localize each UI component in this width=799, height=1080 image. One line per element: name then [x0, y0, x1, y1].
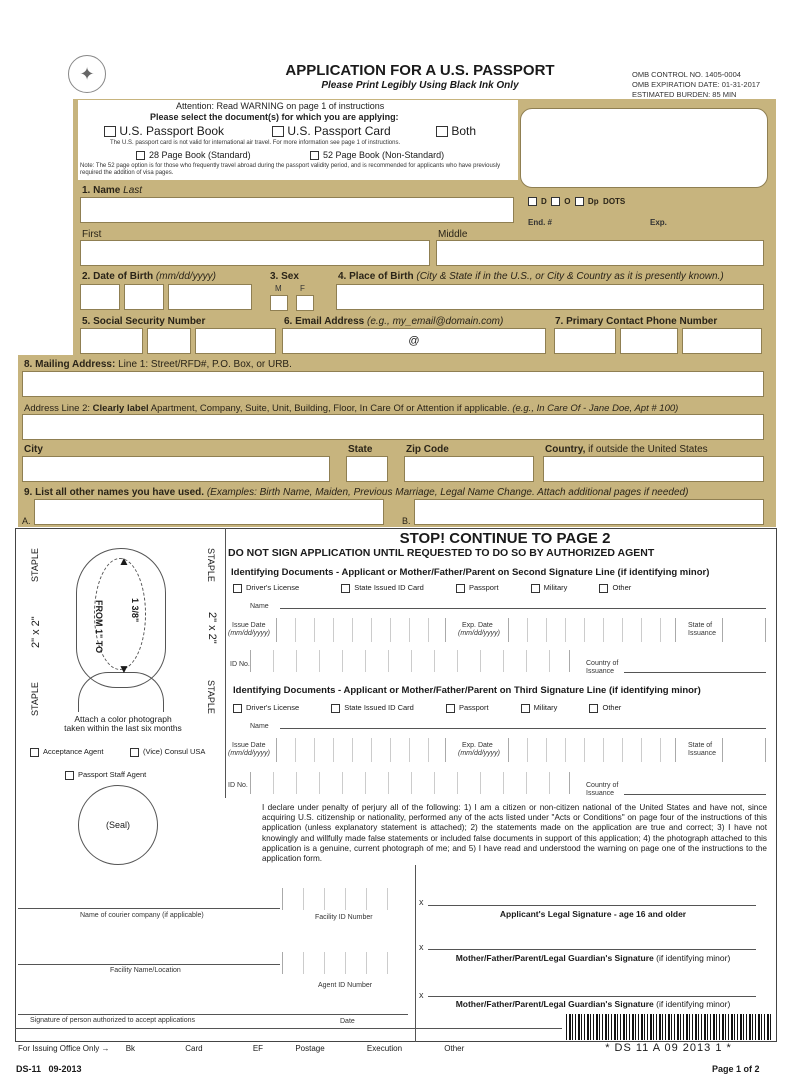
- first-label: First: [82, 229, 102, 240]
- id2-name-label: Name: [250, 723, 269, 730]
- name-label: 1. Name Last: [82, 185, 143, 196]
- id1-country-issuance: Country of: [586, 660, 619, 667]
- sig1-x: x: [419, 897, 424, 907]
- issuing-office-label: For Issuing Office Only: [18, 1044, 100, 1053]
- address-line2-input[interactable]: [22, 414, 764, 440]
- both-option[interactable]: Both: [436, 124, 476, 138]
- passport-book-option[interactable]: U.S. Passport Book: [104, 124, 224, 138]
- id2-state-issuance-2: Issuance: [688, 750, 717, 757]
- staple-bottom-right: STAPLE: [206, 680, 216, 714]
- id2-country-issuance-2: Issuance: [586, 790, 615, 797]
- id2-exp-fmt: (mm/dd/yyyy): [458, 750, 500, 757]
- id1-exp-label: Exp. Date: [462, 622, 493, 629]
- page-number: Page 1 of 2: [712, 1064, 760, 1074]
- photo-size-max: 1 3/8": [130, 598, 140, 623]
- other-label: Other: [444, 1044, 465, 1053]
- photo-size-range: FROM 1" TO: [94, 600, 104, 654]
- shoulders-outline: [78, 672, 164, 712]
- sex-f-input[interactable]: [296, 295, 314, 311]
- vice-consul-checkbox[interactable]: [130, 748, 139, 757]
- ssn-part1-input[interactable]: [80, 328, 143, 354]
- dob-day-input[interactable]: [124, 284, 164, 310]
- form-title: APPLICATION FOR A U.S. PASSPORT: [285, 62, 555, 79]
- stop-title: STOP! CONTINUE TO PAGE 2: [399, 530, 611, 547]
- id2-other-checkbox[interactable]: [589, 704, 598, 713]
- id1-issue-label: Issue Date: [232, 622, 266, 629]
- perjury-declaration: I declare under penalty of perjury all of the following: 1) I am a citizen or non-citizen national of the United States and have not, since acquiring U.S. citizenship or nationality, performed any of the acts listed under "Acts or Conditions" on page four of the instructions of this application (unless explanatory statement is attached); 2) the statements made on the application are true and correct; 3) I have not knowingly and willfully made false statements or included false documents in support of this application; 4) the photograph attached to this application is a genuine, current photograph of me; and 5) I have read and understood the warning on page one of the instructions to the application form.: [262, 803, 767, 864]
- id2-state-id-checkbox[interactable]: [331, 704, 340, 713]
- id2-issue-label: Issue Date: [232, 742, 266, 749]
- address-line2-label: Address Line 2: Clearly label Apartment, Company, Suite, Unit, Building, Floor, In Care Of or Attention if applicable. (e.g., In Care Of - Jane Doe, Apt # 100): [24, 403, 679, 414]
- book-28-option[interactable]: 28 Page Book (Standard): [136, 150, 251, 160]
- date-line[interactable]: [300, 1014, 408, 1015]
- id1-idno-input[interactable]: [250, 650, 570, 672]
- other-name-b-input[interactable]: [414, 499, 764, 525]
- id2-idno-input[interactable]: [250, 772, 570, 794]
- email-at-symbol: @: [408, 335, 420, 347]
- ssn-part3-input[interactable]: [195, 328, 276, 354]
- authorized-signature-line[interactable]: [18, 1014, 318, 1015]
- email-input[interactable]: [282, 328, 546, 354]
- o-checkbox[interactable]: [551, 197, 560, 206]
- select-documents-text: Please select the document(s) for which you are applying:: [150, 112, 399, 122]
- id2-doc-types: Driver's License State Issued ID Card Passport Military Other: [233, 703, 768, 713]
- id2-idno-label: ID No.: [228, 782, 248, 789]
- country-input[interactable]: [543, 456, 764, 482]
- ef-label: EF: [252, 1044, 264, 1053]
- applicant-signature-line[interactable]: [428, 905, 756, 906]
- issuing-office-row: [18, 1044, 558, 1053]
- form-subtitle: Please Print Legibly Using Black Ink Only: [321, 80, 519, 91]
- vice-consul-option[interactable]: (Vice) Consul USA: [130, 747, 205, 757]
- parent-signature-line-1[interactable]: [428, 949, 756, 950]
- date-label: Date: [340, 1018, 355, 1025]
- phone-line-input[interactable]: [682, 328, 762, 354]
- photo-caption-1: Attach a color photograph: [74, 714, 172, 724]
- zip-input[interactable]: [404, 456, 534, 482]
- passport-card-checkbox[interactable]: [272, 126, 284, 137]
- estimated-burden: ESTIMATED BURDEN: 85 MIN: [632, 90, 737, 99]
- omb-expiration: OMB EXPIRATION DATE: 01-31-2017: [632, 80, 761, 89]
- acceptance-agent-checkbox[interactable]: [30, 748, 39, 757]
- facility-label: Facility Name/Location: [110, 967, 181, 974]
- state-department-seal-icon: ✦: [68, 55, 106, 93]
- photo-caption-2: taken within the last six months: [64, 723, 182, 733]
- id2-issue-fmt: (mm/dd/yyyy): [228, 750, 270, 757]
- photo-area: [28, 540, 218, 740]
- size-arrow-down-icon: ▼: [118, 662, 130, 676]
- id2-exp-date-input[interactable]: [508, 738, 676, 762]
- form-number: DS-11 09-2013: [16, 1064, 82, 1074]
- parent-signature-line-2[interactable]: [428, 996, 756, 997]
- photo-size-left: 2" x 2": [30, 616, 42, 648]
- size-arrow-icon: ▲: [118, 554, 130, 568]
- id1-state-input[interactable]: [722, 618, 766, 642]
- courier-line[interactable]: [18, 908, 280, 909]
- passport-book-checkbox[interactable]: [104, 126, 116, 137]
- photo-size-right: 2" x 2": [206, 612, 218, 644]
- courier-label: Name of courier company (if applicable): [80, 912, 204, 919]
- id2-drivers-license-checkbox[interactable]: [233, 704, 242, 713]
- pob-label: 4. Place of Birth (City & State if in the U.S., or City & Country as it is presently known.): [338, 271, 724, 282]
- bk-label: Bk: [125, 1044, 136, 1053]
- staple-top-left: STAPLE: [30, 548, 40, 582]
- passport-staff-option[interactable]: Passport Staff Agent: [65, 770, 146, 780]
- staple-bottom-left: STAPLE: [30, 682, 40, 716]
- city-label: City: [24, 444, 43, 455]
- issuing-strip-top: [15, 1028, 562, 1029]
- book-note: Note: The 52 page option is for those who frequently travel abroad during the passport validity period, and is recommended for applicants who have previously required the addition of visa pages.: [80, 163, 501, 176]
- card-note: The U.S. passport card is not valid for international air travel. For more information see page 1 of instructions.: [110, 140, 401, 146]
- id1-idno-label: ID No.: [230, 661, 250, 668]
- id1-doc-types: Driver's License State Issued ID Card Passport Military Other: [233, 583, 768, 593]
- other-names-label: 9. List all other names you have used. (Examples: Birth Name, Maiden, Previous Marriage, Legal Name Change. Attach additional pages if needed): [24, 487, 689, 498]
- omb-control: OMB CONTROL NO. 1405-0004: [632, 70, 741, 79]
- id2-name-line[interactable]: [280, 728, 766, 729]
- phone-area-input[interactable]: [554, 328, 616, 354]
- dp-checkbox[interactable]: [575, 197, 584, 206]
- sex-f-label: F: [300, 284, 305, 293]
- barcode: [566, 1014, 771, 1040]
- phone-label: 7. Primary Contact Phone Number: [555, 316, 718, 327]
- book-52-option[interactable]: 52 Page Book (Non-Standard): [310, 150, 444, 160]
- arrow-right-icon: →: [101, 1044, 110, 1053]
- middle-label: Middle: [438, 229, 468, 240]
- both-checkbox[interactable]: [436, 126, 448, 137]
- first-name-input[interactable]: [80, 240, 430, 266]
- book-52-checkbox[interactable]: [310, 151, 319, 160]
- dob-input-group: [80, 284, 258, 310]
- authorized-signature-label: Signature of person authorized to accept applications: [30, 1017, 195, 1024]
- id1-state-issuance-2: Issuance: [688, 630, 717, 637]
- acceptance-agent-option[interactable]: Acceptance Agent: [30, 747, 103, 757]
- facility-line[interactable]: [18, 964, 280, 965]
- facility-id-label: Facility ID Number: [315, 914, 373, 921]
- id1-country-line[interactable]: [624, 672, 766, 673]
- zip-label: Zip Code: [406, 444, 449, 455]
- ssn-label: 5. Social Security Number: [82, 316, 206, 327]
- dob-year-input[interactable]: [168, 284, 252, 310]
- office-codes: D O Dp DOTS: [528, 197, 625, 206]
- photo-divider: [225, 528, 226, 798]
- id1-name-line[interactable]: [280, 608, 766, 609]
- phone-input-group: [554, 328, 766, 354]
- place-of-birth-input[interactable]: [336, 284, 764, 310]
- identifying-docs-1-label: Identifying Documents - Applicant or Mother/Father/Parent on Second Signature Line (if identifying minor): [231, 567, 710, 578]
- id2-passport-checkbox[interactable]: [446, 704, 455, 713]
- state-input[interactable]: [346, 456, 388, 482]
- id1-issue-date-input[interactable]: [276, 618, 446, 642]
- city-input[interactable]: [22, 456, 330, 482]
- do-not-sign-warning: DO NOT SIGN APPLICATION UNTIL REQUESTED TO DO SO BY AUTHORIZED AGENT: [228, 547, 655, 559]
- other-name-b-label: B.: [402, 516, 411, 526]
- id2-issue-date-input[interactable]: [276, 738, 446, 762]
- id1-issue-fmt: (mm/dd/yyyy): [228, 630, 270, 637]
- execution-label: Execution: [366, 1044, 403, 1053]
- middle-name-input[interactable]: [436, 240, 764, 266]
- id2-exp-label: Exp. Date: [462, 742, 493, 749]
- mailing-line1-input[interactable]: [22, 371, 764, 397]
- last-name-input[interactable]: [80, 197, 514, 223]
- sex-m-label: M: [275, 284, 282, 293]
- barcode-text: * DS 11 A 09 2013 1 *: [605, 1042, 732, 1054]
- parent-signature-label-2: Mother/Father/Parent/Legal Guardian's Signature (if identifying minor): [455, 999, 731, 1009]
- other-name-a-input[interactable]: [34, 499, 384, 525]
- end-number-label: End. #: [528, 218, 553, 227]
- parent-signature-label-1: Mother/Father/Parent/Legal Guardian's Signature (if identifying minor): [455, 953, 731, 963]
- state-label: State: [348, 444, 373, 455]
- postage-label: Postage: [295, 1044, 325, 1053]
- id2-country-line[interactable]: [624, 794, 766, 795]
- sig2-x: x: [419, 942, 424, 952]
- id1-country-issuance-2: Issuance: [586, 668, 615, 675]
- passport-staff-checkbox[interactable]: [65, 771, 74, 780]
- ssn-part2-input[interactable]: [147, 328, 191, 354]
- sex-m-input[interactable]: [270, 295, 288, 311]
- card-label: Card: [185, 1044, 203, 1053]
- d-checkbox[interactable]: [528, 197, 537, 206]
- signature-divider: [415, 865, 416, 1042]
- exp-label: Exp.: [650, 218, 667, 227]
- id1-military-checkbox[interactable]: [531, 584, 540, 593]
- id2-state-issuance: State of: [688, 742, 713, 749]
- email-label: 6. Email Address (e.g., my_email@domain.com): [284, 316, 504, 327]
- dob-month-input[interactable]: [80, 284, 120, 310]
- id1-exp-fmt: (mm/dd/yyyy): [458, 630, 500, 637]
- id1-other-checkbox[interactable]: [599, 584, 608, 593]
- attention-text: Attention: Read WARNING on page 1 of instructions: [176, 101, 385, 111]
- passport-card-option[interactable]: U.S. Passport Card: [272, 124, 391, 138]
- id2-military-checkbox[interactable]: [521, 704, 530, 713]
- seal-label: (Seal): [105, 820, 130, 830]
- dob-label: 2. Date of Birth (mm/dd/yyyy): [82, 271, 216, 282]
- id1-passport-checkbox[interactable]: [456, 584, 465, 593]
- ssn-input-group: [80, 328, 280, 354]
- office-use-box: [520, 108, 768, 188]
- id1-name-label: Name: [250, 603, 269, 610]
- agent-id-input[interactable]: [282, 952, 408, 974]
- mailing-address-label: 8. Mailing Address: Line 1: Street/RFD#, P.O. Box, or URB.: [24, 359, 292, 370]
- sig3-x: x: [419, 990, 424, 1000]
- id1-state-id-checkbox[interactable]: [341, 584, 350, 593]
- identifying-docs-2-label: Identifying Documents - Applicant or Mother/Father/Parent on Third Signature Line (if identifying minor): [233, 685, 701, 696]
- staple-top-right: STAPLE: [206, 548, 216, 582]
- book-28-checkbox[interactable]: [136, 151, 145, 160]
- applicant-signature-label: Applicant's Legal Signature - age 16 and older: [499, 909, 687, 919]
- seal-circle: [78, 785, 158, 865]
- id1-exp-date-input[interactable]: [508, 618, 676, 642]
- agent-id-label: Agent ID Number: [318, 982, 373, 989]
- other-name-a-label: A.: [22, 516, 31, 526]
- id1-drivers-license-checkbox[interactable]: [233, 584, 242, 593]
- id2-state-input[interactable]: [722, 738, 766, 762]
- id2-country-issuance: Country of: [586, 782, 619, 789]
- facility-id-input[interactable]: [282, 888, 408, 910]
- sex-label: 3. Sex: [270, 271, 299, 282]
- country-label: Country, if outside the United States: [545, 444, 708, 455]
- id1-state-issuance: State of: [688, 622, 713, 629]
- phone-prefix-input[interactable]: [620, 328, 678, 354]
